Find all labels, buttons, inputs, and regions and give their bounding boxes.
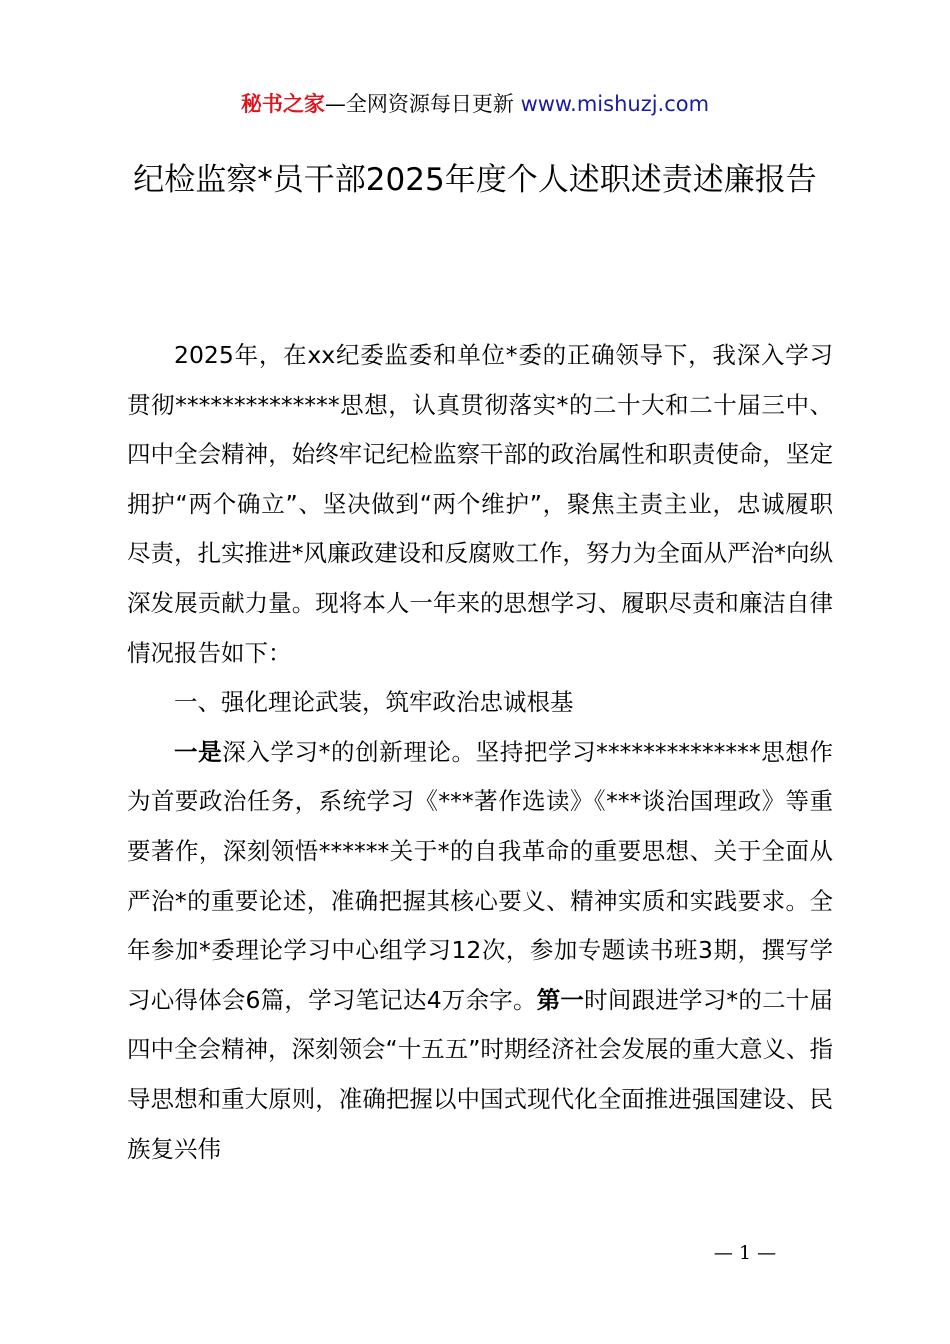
site-banner bbox=[0, 88, 950, 120]
site-brand: 秘书之家 bbox=[240, 92, 325, 116]
intro-paragraph: 2025年，在xx纪委监委和单位*委的正确领导下，我深入学习贯彻**************思想，认真贯彻落实*的二十大和二十届三中、四中全会精神，始终牢记纪检监察干部的政治属性和职责使命，坚定拥护“两个确立”、坚决做到“两个维护”，聚焦主责主业，忠诚履职尽责，扎实推进*风廉政建设和反腐败工作，努力为全面从严治*向纵深发展贡献力量。现将本人一年来的思想学习、履职尽责和廉洁自律情况报告如下： bbox=[127, 341, 833, 667]
paragraph-text: 深入学习*的创新理论。坚持把学习**************思想作为首要政治任务，系统学习《***著作选读》《***谈治国理政》等重要著作，深刻领悟******关于*的自我革命的重要思想、关于全面从严治*的重要论述，准确把握其核心要义、精神实质和实践要求。全年参加*委理论学习中心组学习12次，参加专题读书班3期，撰写学习心得体会6篇，学习笔记达4万余字。 bbox=[127, 737, 834, 1014]
paragraph-lead: 一是 bbox=[174, 737, 223, 766]
page-number: — 1 — bbox=[713, 1242, 777, 1264]
section-heading: 一、强化理论武装，筑牢政治忠诚根基 bbox=[174, 688, 574, 717]
paragraph-text-continued: 时间跟进学习*的二十届四中全会精神，深刻领会“十五五”时期经济社会发展的重大意义、指导思想和重大原则，准确把握以中国式现代化全面推进强国建设、民族复兴伟 bbox=[127, 985, 834, 1163]
paragraph-lead-second: 第一 bbox=[536, 985, 585, 1014]
body-paragraph bbox=[127, 728, 833, 1174]
site-tagline: —全网资源每日更新 bbox=[324, 92, 521, 116]
site-url-link[interactable]: www.mishuzj.com bbox=[520, 92, 710, 116]
document-title: 纪检监察*员干部2025年度个人述职述责述廉报告 bbox=[133, 162, 817, 198]
document-body bbox=[127, 331, 833, 1174]
